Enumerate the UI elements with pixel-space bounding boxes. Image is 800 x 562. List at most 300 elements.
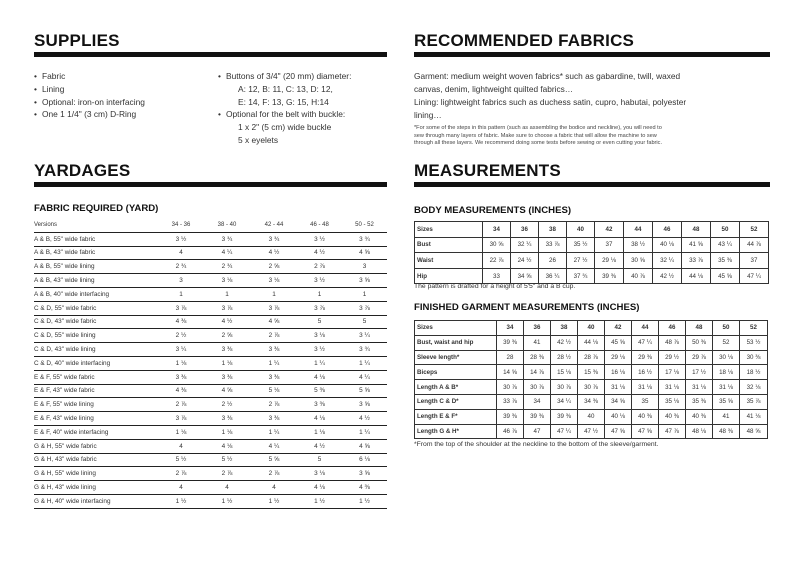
table-cell: 52 xyxy=(713,335,740,350)
body-measurements-table xyxy=(414,221,769,284)
table-cell: 47 ½ xyxy=(578,424,605,439)
table-cell: 35 xyxy=(632,394,659,409)
yardage-row xyxy=(34,356,387,370)
yardages-title: YARDAGES xyxy=(34,161,131,180)
table-cell: 4 xyxy=(203,481,251,495)
column-header: 46 xyxy=(659,321,686,336)
yardage-row xyxy=(34,260,387,274)
table-cell: 40 ⅛ xyxy=(605,409,632,424)
column-header: 50 xyxy=(713,321,740,336)
table-cell: 1 ¼ xyxy=(342,356,387,370)
table-cell: 3 ¾ xyxy=(251,232,297,246)
table-cell: 5 ⅝ xyxy=(342,384,387,398)
table-cell: 30 ⅞ xyxy=(524,380,551,395)
table-cell: 1 ½ xyxy=(251,494,297,508)
table-cell: 47 ¼ xyxy=(551,424,578,439)
table-cell: 3 ⅞ xyxy=(251,301,297,315)
column-header: 42 xyxy=(605,321,632,336)
table-cell: 3 ⅞ xyxy=(159,412,203,426)
table-cell: 1 xyxy=(159,287,203,301)
body-header-row xyxy=(415,222,769,238)
table-cell: 3 ⅝ xyxy=(342,274,387,288)
table-cell: 4 ⅜ xyxy=(342,481,387,495)
table-cell: 3 xyxy=(342,260,387,274)
table-cell: 18 ½ xyxy=(740,365,768,380)
table-cell: 6 ⅛ xyxy=(342,453,387,467)
table-cell: 3 ¾ xyxy=(342,232,387,246)
table-cell: 3 ¾ xyxy=(203,232,251,246)
table-cell: 4 ⅝ xyxy=(203,384,251,398)
table-cell: 4 ⅜ xyxy=(159,384,203,398)
yardage-row xyxy=(34,343,387,357)
table-cell: 5 xyxy=(342,315,387,329)
table-cell: 31 ⅛ xyxy=(605,380,632,395)
table-cell: 1 xyxy=(342,287,387,301)
table-cell: 48 ⅝ xyxy=(740,424,768,439)
table-cell: 32 ¼ xyxy=(511,237,539,253)
table-cell: 33 ⅞ xyxy=(497,394,524,409)
supplies-item: • Lining xyxy=(34,83,145,96)
yardage-row xyxy=(34,494,387,508)
finished-row xyxy=(415,394,768,409)
table-cell: 2 ⅝ xyxy=(203,329,251,343)
table-cell: 5 xyxy=(297,453,342,467)
table-cell: 40 ⅞ xyxy=(624,268,653,284)
column-header: 34 - 36 xyxy=(159,219,203,232)
row-label: C & D, 43" wide fabric xyxy=(34,315,159,329)
table-cell: 38 ½ xyxy=(624,237,653,253)
table-cell: 34 xyxy=(524,394,551,409)
table-cell: 1 ⅛ xyxy=(159,425,203,439)
table-cell: 35 ½ xyxy=(567,237,595,253)
table-cell: 36 ¼ xyxy=(539,268,567,284)
table-cell: 16 ⅛ xyxy=(605,365,632,380)
yardages-rule xyxy=(34,182,387,187)
table-cell: 27 ½ xyxy=(567,253,595,269)
table-cell: 5 ⅜ xyxy=(297,384,342,398)
finished-row xyxy=(415,335,768,350)
table-cell: 48 ⅛ xyxy=(686,424,713,439)
row-label: C & D, 43" wide lining xyxy=(34,343,159,357)
table-cell: 30 ⅞ xyxy=(551,380,578,395)
row-label: G & H, 43" wide fabric xyxy=(34,453,159,467)
finished-row xyxy=(415,424,768,439)
row-label: G & H, 55" wide fabric xyxy=(34,439,159,453)
body-measurements-title: BODY MEASUREMENTS (INCHES) xyxy=(414,205,572,216)
table-cell: 4 xyxy=(159,439,203,453)
table-cell: 22 ⅞ xyxy=(483,253,511,269)
table-cell: 3 ½ xyxy=(297,274,342,288)
table-cell: 4 ⅛ xyxy=(203,439,251,453)
table-cell: 30 ⅛ xyxy=(713,350,740,365)
table-cell: 35 ⅞ xyxy=(740,394,768,409)
table-cell: 39 ⅜ xyxy=(497,409,524,424)
table-cell: 1 xyxy=(251,287,297,301)
row-label: Waist xyxy=(415,253,483,269)
column-header: 52 xyxy=(740,321,768,336)
row-label: Length G & H* xyxy=(415,424,497,439)
table-cell: 34 ⅜ xyxy=(578,394,605,409)
table-cell: 35 ⅛ xyxy=(659,394,686,409)
table-cell: 44 ⅛ xyxy=(578,335,605,350)
table-cell: 29 ⅞ xyxy=(686,350,713,365)
table-cell: 15 ⅛ xyxy=(551,365,578,380)
table-cell: 4 ½ xyxy=(297,439,342,453)
table-cell: 2 ⅞ xyxy=(251,467,297,481)
column-header: 42 - 44 xyxy=(251,219,297,232)
row-label: Sleeve length* xyxy=(415,350,497,365)
yardage-row xyxy=(34,481,387,495)
column-header: 38 xyxy=(539,222,567,238)
table-cell: 28 xyxy=(497,350,524,365)
table-cell: 28 ½ xyxy=(551,350,578,365)
column-header: 52 xyxy=(740,222,769,238)
fabrics-note: *For some of the steps in this pattern (such as assembling the bodice and neckline), you will need to sew through many layers of fabric. Make sure to choose a fabric that will allow the machine to sew through all these layers. We recommend doing some tests before sewing or even cutting your fabric. xyxy=(414,125,663,147)
yardage-table xyxy=(34,219,387,509)
row-label: G & H, 40" wide interfacing xyxy=(34,494,159,508)
table-cell: 2 ½ xyxy=(203,398,251,412)
row-label: A & B, 55" wide fabric xyxy=(34,232,159,246)
row-label: E & F, 43" wide lining xyxy=(34,412,159,426)
table-cell: 29 ⅛ xyxy=(595,253,624,269)
table-cell: 3 ¾ xyxy=(342,343,387,357)
table-cell: 48 ⅞ xyxy=(659,335,686,350)
table-cell: 3 ½ xyxy=(159,232,203,246)
table-cell: 1 xyxy=(203,287,251,301)
table-cell: 3 ⅜ xyxy=(251,412,297,426)
yardage-header-row xyxy=(34,219,387,232)
table-cell: 4 ½ xyxy=(251,246,297,260)
table-cell: 2 ⅞ xyxy=(251,329,297,343)
table-cell: 4 ⅛ xyxy=(297,370,342,384)
table-cell: 29 ⅜ xyxy=(632,350,659,365)
table-cell: 47 ¼ xyxy=(632,335,659,350)
row-label: E & F, 40" wide interfacing xyxy=(34,425,159,439)
table-cell: 4 xyxy=(159,481,203,495)
finished-row xyxy=(415,380,768,395)
row-label: Bust, waist and hip xyxy=(415,335,497,350)
supplies-list-right xyxy=(218,70,351,147)
table-cell: 4 ⅝ xyxy=(251,315,297,329)
table-cell: 47 ¼ xyxy=(740,268,769,284)
table-cell: 4 ½ xyxy=(203,315,251,329)
table-cell: 47 ⅝ xyxy=(632,424,659,439)
table-cell: 41 xyxy=(524,335,551,350)
finished-row xyxy=(415,350,768,365)
supplies-rule xyxy=(34,52,387,57)
table-cell: 1 ½ xyxy=(203,494,251,508)
finished-note: *From the top of the shoulder at the neckline to the bottom of the sleeve/garment. xyxy=(414,441,659,448)
row-label: Length A & B* xyxy=(415,380,497,395)
table-cell: 2 ½ xyxy=(159,329,203,343)
table-cell: 42 ½ xyxy=(653,268,682,284)
table-cell: 1 ⅛ xyxy=(203,356,251,370)
yardage-row xyxy=(34,315,387,329)
table-cell: 37 ¾ xyxy=(567,268,595,284)
table-cell: 1 ⅛ xyxy=(159,356,203,370)
table-cell: 3 ⅞ xyxy=(297,301,342,315)
table-cell: 1 ¼ xyxy=(297,356,342,370)
table-cell: 4 ½ xyxy=(297,246,342,260)
yardage-row xyxy=(34,232,387,246)
row-label: Length E & F* xyxy=(415,409,497,424)
table-cell: 31 ⅛ xyxy=(659,380,686,395)
row-label: E & F, 43" wide fabric xyxy=(34,384,159,398)
table-cell: 4 ½ xyxy=(342,412,387,426)
table-cell: 16 ½ xyxy=(632,365,659,380)
finished-row xyxy=(415,365,768,380)
table-cell: 4 ¼ xyxy=(251,439,297,453)
table-cell: 3 ⅜ xyxy=(251,370,297,384)
table-cell: 1 ¼ xyxy=(251,356,297,370)
table-cell: 31 ⅛ xyxy=(686,380,713,395)
column-header: 34 xyxy=(497,321,524,336)
table-cell: 4 ⅜ xyxy=(159,315,203,329)
table-cell: 53 ½ xyxy=(740,335,768,350)
yardage-row xyxy=(34,370,387,384)
table-cell: 24 ½ xyxy=(511,253,539,269)
row-label: G & H, 55" wide lining xyxy=(34,467,159,481)
row-label: G & H, 43" wide lining xyxy=(34,481,159,495)
table-cell: 50 ⅜ xyxy=(686,335,713,350)
table-cell: 40 ⅜ xyxy=(686,409,713,424)
column-header: 48 xyxy=(686,321,713,336)
table-cell: 1 ½ xyxy=(342,494,387,508)
table-cell: 3 ⅛ xyxy=(297,329,342,343)
table-cell: 40 ⅛ xyxy=(653,237,682,253)
table-cell: 1 xyxy=(297,287,342,301)
supplies-title: SUPPLIES xyxy=(34,31,120,50)
yardage-row xyxy=(34,467,387,481)
table-cell: 1 ¼ xyxy=(342,425,387,439)
column-header: Sizes xyxy=(415,222,483,238)
table-cell: 34 ⅝ xyxy=(605,394,632,409)
finished-row xyxy=(415,409,768,424)
table-cell: 44 ⅛ xyxy=(682,268,711,284)
table-cell: 31 ⅛ xyxy=(632,380,659,395)
table-cell: 41 xyxy=(713,409,740,424)
table-cell: 39 ⅜ xyxy=(551,409,578,424)
row-label: A & B, 43" wide lining xyxy=(34,274,159,288)
fabrics-garment: Garment: medium weight woven fabrics* such as gabardine, twill, waxed canvas, denim, lightweight quilted fabrics… xyxy=(414,71,681,94)
supplies-item: • Fabric xyxy=(34,70,145,83)
table-cell: 48 ⅜ xyxy=(713,424,740,439)
table-cell: 2 ⅞ xyxy=(297,260,342,274)
table-cell: 3 xyxy=(159,274,203,288)
table-cell: 14 ⅞ xyxy=(524,365,551,380)
table-cell: 3 ⅜ xyxy=(203,343,251,357)
table-cell: 14 ⅝ xyxy=(497,365,524,380)
measurements-rule xyxy=(414,182,770,187)
table-cell: 5 ½ xyxy=(203,453,251,467)
table-cell: 45 ⅝ xyxy=(605,335,632,350)
row-label: C & D, 55" wide lining xyxy=(34,329,159,343)
table-cell: 5 ⅛ xyxy=(251,384,297,398)
supplies-item: • One 1 1/4" (3 cm) D-Ring xyxy=(34,108,145,121)
table-cell: 4 ⅛ xyxy=(297,481,342,495)
table-cell: 4 xyxy=(251,481,297,495)
table-cell: 41 ⅝ xyxy=(682,237,711,253)
table-cell: 32 ¼ xyxy=(653,253,682,269)
table-cell: 3 ⅜ xyxy=(203,370,251,384)
table-cell: 4 ⅝ xyxy=(342,439,387,453)
table-cell: 1 ⅛ xyxy=(203,425,251,439)
table-cell: 17 ½ xyxy=(686,365,713,380)
column-header: 40 xyxy=(567,222,595,238)
table-cell: 2 ¾ xyxy=(203,260,251,274)
table-cell: 5 ⅝ xyxy=(251,453,297,467)
table-cell: 18 ⅛ xyxy=(713,365,740,380)
table-cell: 4 xyxy=(159,246,203,260)
yardage-row xyxy=(34,246,387,260)
body-row xyxy=(415,237,769,253)
column-header: 42 xyxy=(595,222,624,238)
yardage-row xyxy=(34,398,387,412)
table-cell: 46 ⅞ xyxy=(497,424,524,439)
table-cell: 37 xyxy=(740,253,769,269)
table-cell: 33 ⅞ xyxy=(682,253,711,269)
table-cell: 34 ⅝ xyxy=(511,268,539,284)
table-cell: 4 ⅝ xyxy=(342,246,387,260)
table-cell: 43 ¼ xyxy=(711,237,740,253)
table-cell: 39 ⅜ xyxy=(497,335,524,350)
finished-header-row xyxy=(415,321,768,336)
column-header: 50 xyxy=(711,222,740,238)
table-cell: 3 ⅝ xyxy=(342,467,387,481)
yardage-row xyxy=(34,301,387,315)
supplies-item-belt: • Optional for the belt with buckle: 1 x 2" (5 cm) wide buckle 5 x eyelets xyxy=(218,108,351,146)
row-label: A & B, 43" wide fabric xyxy=(34,246,159,260)
row-label: C & D, 55" wide fabric xyxy=(34,301,159,315)
table-cell: 47 ⅞ xyxy=(659,424,686,439)
table-cell: 3 ⅜ xyxy=(159,370,203,384)
table-cell: 30 ⅜ xyxy=(740,350,768,365)
finished-measurements-table xyxy=(414,320,768,439)
measurements-title: MEASUREMENTS xyxy=(414,161,561,180)
table-cell: 39 ⅜ xyxy=(595,268,624,284)
column-header: 48 xyxy=(682,222,711,238)
body-row xyxy=(415,253,769,269)
table-cell: 30 ⅞ xyxy=(578,380,605,395)
column-header: 46 - 48 xyxy=(297,219,342,232)
table-cell: 3 ½ xyxy=(297,232,342,246)
table-cell: 35 ⅝ xyxy=(713,394,740,409)
column-header: 36 xyxy=(524,321,551,336)
row-label: E & F, 55" wide fabric xyxy=(34,370,159,384)
row-label: Bust xyxy=(415,237,483,253)
table-cell: 17 ⅛ xyxy=(659,365,686,380)
table-cell: 26 xyxy=(539,253,567,269)
column-header: Versions xyxy=(34,219,159,232)
table-cell: 3 ⅞ xyxy=(203,301,251,315)
yardage-row xyxy=(34,412,387,426)
column-header: 44 xyxy=(632,321,659,336)
fabrics-lining: Lining: lightweight fabrics such as duchess satin, cupro, habutai, polyester lining… xyxy=(414,97,687,120)
yardage-row xyxy=(34,274,387,288)
table-cell: 1 ½ xyxy=(159,494,203,508)
column-header: 46 xyxy=(653,222,682,238)
finished-measurements-title: FINISHED GARMENT MEASUREMENTS (INCHES) xyxy=(414,302,640,313)
table-cell: 3 ⅝ xyxy=(342,398,387,412)
table-cell: 30 ⅝ xyxy=(483,237,511,253)
table-cell: 3 ⅜ xyxy=(203,412,251,426)
table-cell: 47 ⅝ xyxy=(605,424,632,439)
table-cell: 3 ¼ xyxy=(159,343,203,357)
table-cell: 3 ⅞ xyxy=(342,301,387,315)
row-label: A & B, 40" wide interfacing xyxy=(34,287,159,301)
yardage-row xyxy=(34,329,387,343)
table-cell: 4 ¼ xyxy=(203,246,251,260)
yardage-row xyxy=(34,439,387,453)
table-cell: 1 ¼ xyxy=(251,425,297,439)
table-cell: 37 xyxy=(595,237,624,253)
table-cell: 29 ½ xyxy=(659,350,686,365)
column-header: 44 xyxy=(624,222,653,238)
table-cell: 3 ⅛ xyxy=(297,467,342,481)
table-cell: 40 ⅜ xyxy=(659,409,686,424)
row-label: Hip xyxy=(415,268,483,284)
table-cell: 40 xyxy=(578,409,605,424)
column-header: 36 xyxy=(511,222,539,238)
row-label: E & F, 55" wide lining xyxy=(34,398,159,412)
table-cell: 30 ⅞ xyxy=(497,380,524,395)
table-cell: 2 ⅞ xyxy=(251,398,297,412)
table-cell: 34 ¼ xyxy=(551,394,578,409)
body-note: The pattern is drafted for a height of 5'5" and a B cup. xyxy=(414,283,576,290)
row-label: A & B, 55" wide lining xyxy=(34,260,159,274)
fabrics-title: RECOMMENDED FABRICS xyxy=(414,31,635,50)
table-cell: 3 ⅞ xyxy=(159,301,203,315)
table-cell: 3 ⅛ xyxy=(251,274,297,288)
table-cell: 47 xyxy=(524,424,551,439)
supplies-list-left xyxy=(34,70,145,121)
fabric-required-title: FABRIC REQUIRED (YARD) xyxy=(34,203,159,214)
table-cell: 1 ⅛ xyxy=(297,425,342,439)
table-cell: 2 ⅞ xyxy=(159,398,203,412)
table-cell: 33 ⅞ xyxy=(539,237,567,253)
table-cell: 32 ⅛ xyxy=(740,380,768,395)
table-cell: 3 ½ xyxy=(297,343,342,357)
table-cell: 3 ⅜ xyxy=(297,398,342,412)
column-header: 38 - 40 xyxy=(203,219,251,232)
table-cell: 2 ⅝ xyxy=(251,260,297,274)
table-cell: 30 ⅝ xyxy=(624,253,653,269)
table-cell: 28 ⅜ xyxy=(524,350,551,365)
yardage-row xyxy=(34,287,387,301)
yardage-row xyxy=(34,453,387,467)
table-cell: 4 ¼ xyxy=(342,370,387,384)
column-header: 34 xyxy=(483,222,511,238)
row-label: Length C & D* xyxy=(415,394,497,409)
table-cell: 35 ⅜ xyxy=(711,253,740,269)
column-header: 40 xyxy=(578,321,605,336)
table-cell: 45 ⅝ xyxy=(711,268,740,284)
table-cell: 31 ⅛ xyxy=(713,380,740,395)
table-cell: 41 ⅛ xyxy=(740,409,768,424)
table-cell: 2 ¾ xyxy=(159,260,203,274)
column-header: Sizes xyxy=(415,321,497,336)
table-cell: 42 ½ xyxy=(551,335,578,350)
column-header: 50 - 52 xyxy=(342,219,387,232)
table-cell: 33 xyxy=(483,268,511,284)
table-cell: 3 ⅜ xyxy=(251,343,297,357)
column-header: 38 xyxy=(551,321,578,336)
table-cell: 35 ⅜ xyxy=(686,394,713,409)
table-cell: 28 ⅞ xyxy=(578,350,605,365)
yardage-row xyxy=(34,425,387,439)
supplies-item-buttons: • Buttons of 3/4" (20 mm) diameter: A: 12, B: 11, C: 13, D: 12, E: 14, F: 13, G: 15, H:14 xyxy=(218,70,351,108)
yardage-row xyxy=(34,384,387,398)
